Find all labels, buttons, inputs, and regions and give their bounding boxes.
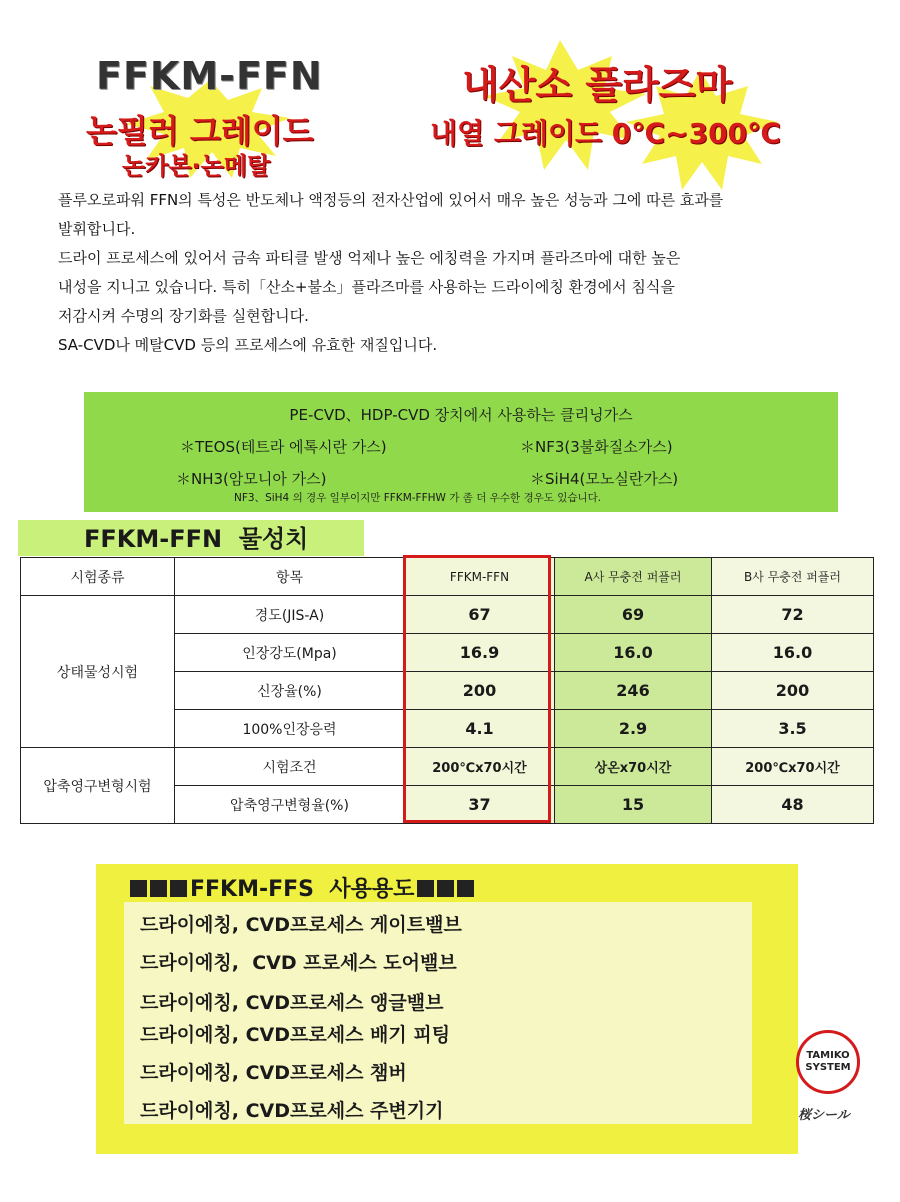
gas-sih4: ＊SiH4(모노실란가스) [530, 470, 679, 488]
intro-line: 플루오로파워 FFN의 특성은 반도체나 액정등의 전자산업에 있어서 매우 높은 성능과 그에 따른 효과를 [58, 191, 724, 209]
header-company-b: B사 무충전 퍼플러 [712, 558, 874, 596]
cleaning-gas-box [84, 392, 838, 512]
intro-line: 내성을 지니고 있습니다. 특히「산소+불소」플라즈마를 사용하는 드라이에칭 환경에서 침식을 [58, 278, 675, 296]
value-a: 상온x70시간 [555, 748, 712, 786]
square-bullet-icon [130, 880, 147, 897]
value-ffn: 16.9 [405, 634, 555, 672]
value-ffn: 37 [405, 786, 555, 824]
row-item: 시험조건 [175, 748, 405, 786]
value-ffn: 200 [405, 672, 555, 710]
value-b: 16.0 [712, 634, 874, 672]
logo-text: SYSTEM [805, 1062, 851, 1073]
non-filler-grade-title: 논필러 그레이드 [86, 112, 314, 150]
value-b: 72 [712, 596, 874, 634]
logo-text: TAMIKO [806, 1050, 850, 1061]
cleaning-gas-heading: PE-CVD、HDP-CVD 장치에서 사용하는 클리닝가스 [289, 406, 633, 424]
header-company-a: A사 무충전 퍼플러 [555, 558, 712, 596]
row-item: 압축영구변형율(%) [175, 786, 405, 824]
value-ffn: 4.1 [405, 710, 555, 748]
list-item: 드라이에칭, CVD프로세스 챔버 [140, 1062, 407, 1084]
value-ffn: 200℃x70시간 [405, 748, 555, 786]
gas-nf3: ＊NF3(3불화질소가스) [520, 438, 673, 456]
row-item: 신장율(%) [175, 672, 405, 710]
product-title: FFKM-FFN [96, 54, 323, 98]
sakura-seal-logo: 桜シール [798, 1108, 850, 1123]
square-bullet-icon [150, 880, 167, 897]
row-item: 인장강도(Mpa) [175, 634, 405, 672]
list-item: 드라이에칭, CVD프로세스 배기 피팅 [140, 1024, 451, 1046]
non-carbon-subtitle: 논카본·논메탈 [122, 152, 271, 180]
header-ffn: FFKM-FFN [405, 558, 555, 596]
value-b: 3.5 [712, 710, 874, 748]
gas-teos: ＊TEOS(테트라 에톡시란 가스) [180, 438, 387, 456]
properties-title: FFKM-FFN 물성치 [84, 525, 309, 553]
square-bullet-icon [457, 880, 474, 897]
value-a: 246 [555, 672, 712, 710]
usage-title-text: FFKM-FFS 사용용도 [190, 877, 415, 902]
row-item: 100%인장응력 [175, 710, 405, 748]
intro-line: 드라이 프로세스에 있어서 금속 파티클 발생 억제나 높은 에칭력을 가지며 플라즈마에 대한 높은 [58, 249, 681, 267]
heat-grade-title: 내열 그레이드 0℃~300℃ [430, 117, 781, 150]
square-bullet-icon [170, 880, 187, 897]
cleaning-gas-note: NF3、SiH4 의 경우 일부이지만 FFKM-FFHW 가 좀 더 우수한 경우도 있습니다. [234, 492, 602, 504]
header-item: 항목 [175, 558, 405, 596]
list-item: 드라이에칭, CVD프로세스 앵글밸브 [140, 992, 444, 1014]
value-b: 200 [712, 672, 874, 710]
table-row [21, 596, 874, 634]
intro-line: SA-CVD나 메탈CVD 등의 프로세스에 유효한 재질입니다. [58, 336, 438, 354]
usage-title [130, 872, 477, 903]
properties-table [20, 557, 874, 824]
header-test-type: 시험종류 [21, 558, 175, 596]
value-b: 48 [712, 786, 874, 824]
value-a: 2.9 [555, 710, 712, 748]
gas-nh3: ＊NH3(암모니아 가스) [176, 470, 327, 488]
oxygen-plasma-title: 내산소 플라즈마 [462, 63, 733, 107]
row-item: 경도(JIS-A) [175, 596, 405, 634]
value-a: 15 [555, 786, 712, 824]
intro-line: 발휘합니다. [58, 220, 136, 238]
value-b: 200℃x70시간 [712, 748, 874, 786]
list-item: 드라이에칭, CVD프로세스 게이트밸브 [140, 914, 462, 936]
square-bullet-icon [417, 880, 434, 897]
usage-list [124, 902, 752, 1124]
tamiko-system-logo [796, 1030, 860, 1094]
table-row [21, 748, 874, 786]
group-compression-test: 압축영구변형시험 [21, 748, 175, 824]
list-item: 드라이에칭, CVD 프로세스 도어밸브 [140, 952, 457, 974]
value-a: 16.0 [555, 634, 712, 672]
list-item: 드라이에칭, CVD프로세스 주변기기 [140, 1100, 444, 1122]
square-bullet-icon [437, 880, 454, 897]
group-physical-test: 상태물성시험 [21, 596, 175, 748]
value-ffn: 67 [405, 596, 555, 634]
intro-paragraph [58, 186, 848, 360]
value-a: 69 [555, 596, 712, 634]
intro-line: 저감시켜 수명의 장기화를 실현합니다. [58, 307, 309, 325]
table-header-row [21, 558, 874, 596]
